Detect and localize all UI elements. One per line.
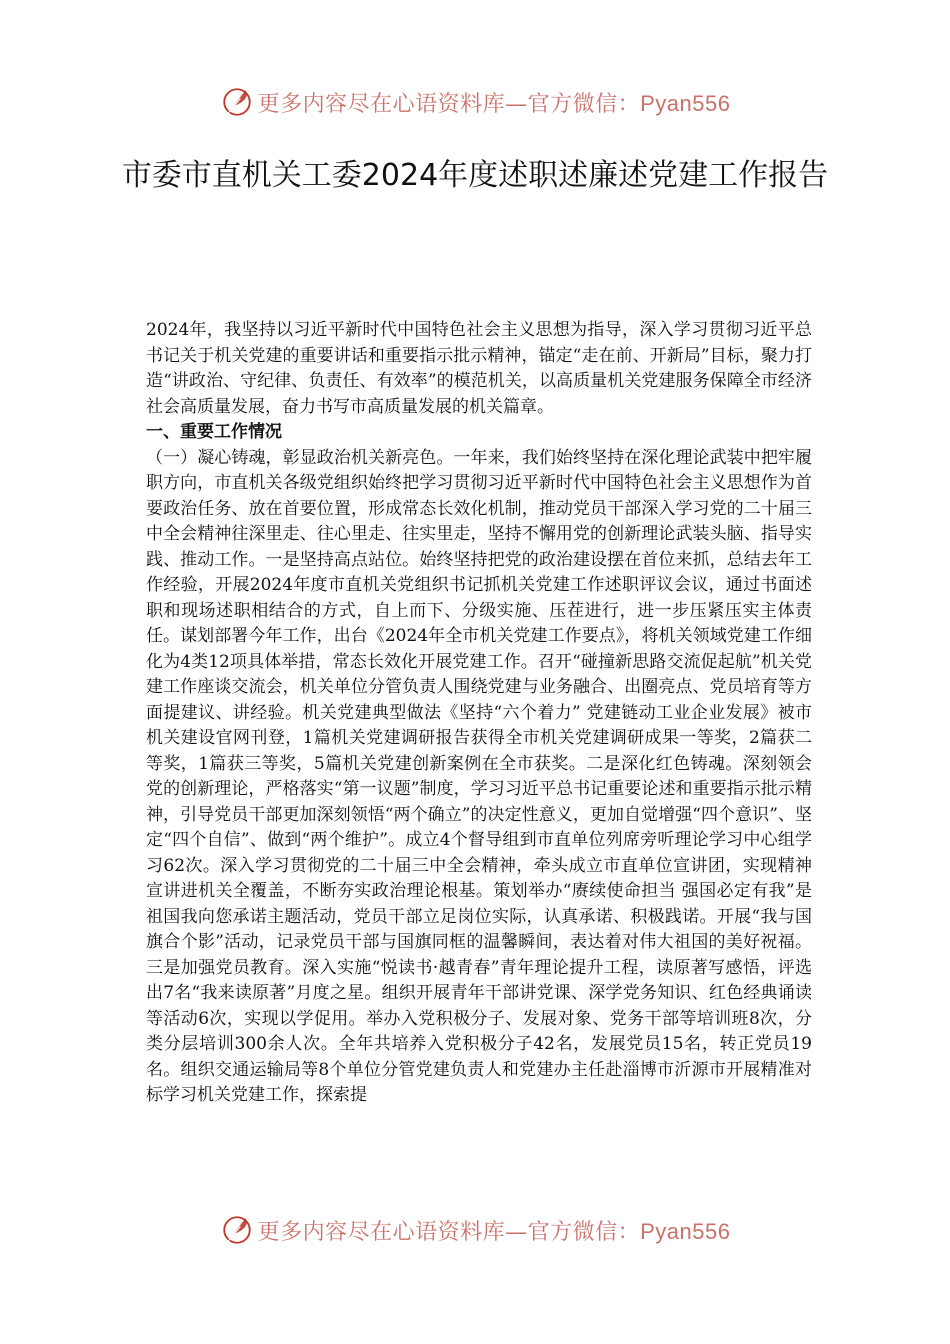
intro-paragraph: 2024年，我坚持以习近平新时代中国特色社会主义思想为指导，深入学习贯彻习近平总书记关于机关党建的重要讲话和重要指示批示精神，锚定“走在前、开新局”目标，聚力打造“讲政治、守纪律、负责任、有效率”的模范机关，以高质量机关党建服务保障全市经济社会高质量发展，奋力书写市高质量发展的机关篇章。: [146, 320, 812, 417]
footer-banner: [0, 1208, 950, 1252]
body-paragraph: （一）凝心铸魂，彰显政治机关新亮色。一年来，我们始终坚持在深化理论武装中把牢履职方向，市直机关各级党组织始终把学习贯彻习近平新时代中国特色社会主义思想作为首要政治任务、放在首要位置，形成常态长效化机制，推动党员干部深入学习党的二十届三中全会精神往深里走、往心里走、往实里走，坚持不懈用党的创新理论武装头脑、指导实践、推动工作。一是坚持高点站位。始终坚持把党的政治建设摆在首位来抓，总结去年工作经验，开展2024年度市直机关党组织书记抓机关党建工作述职评议会议，通过书面述职和现场述职相结合的方式，自上而下、分级实施、压茬进行，进一步压紧压实主体责任。谋划部署今年工作，出台《2024年全市机关党建工作要点》，将机关领域党建工作细化为4类12项具体举措，常态长效化开展党建工作。召开“碰撞新思路交流促起航”机关党建工作座谈交流会，机关单位分管负责人围绕党建与业务融合、出圈亮点、党员培育等方面提建议、讲经验。机关党建典型做法《坚持“六个着力” 党建链动工业企业发展》被市机关建设官网刊登，1篇机关党建调研报告获得全市机关党建调研成果一等奖，2篇获二等奖，1篇获三等奖，5篇机关党建创新案例在全市获奖。二是深化红色铸魂。深刻领会党的创新理论，严格落实“第一议题”制度，学习习近平总书记重要论述和重要指示批示精神，引导党员干部更加深刻领悟“两个确立”的决定性意义，更加自觉增强“四个意识”、坚定“四个自信”、做到“两个维护”。成立4个督导组到市直单位列席旁听理论学习中心组学习62次。深入学习贯彻党的二十届三中全会精神，牵头成立市直单位宣讲团，实现精神宣讲进机关全覆盖，不断夯实政治理论根基。策划举办“赓续使命担当 强国必定有我”是祖国我向您承诺主题活动，党员干部立足岗位实际，认真承诺、积极践诺。开展“我与国旗合个影”活动，记录党员干部与国旗同框的温馨瞬间，表达着对伟大祖国的美好祝福。三是加强党员教育。深入实施“悦读书·越青春”青年理论提升工程，读原著写感悟，评选出7名“我来读原著”月度之星。组织开展青年干部讲党课、深学党务知识、红色经典诵读等活动6次，实现以学促用。举办入党积极分子、发展对象、党务干部等培训班8次，分类分层培训300余人次。全年共培养入党积极分子42名，发展党员15名，转正党员19名。组织交通运输局等8个单位分管党建负责人和党建办主任赴淄博市沂源市开展精准对标学习机关党建工作，探索提: [146, 447, 812, 1105]
feather-pen-logo-icon: [220, 85, 254, 119]
section-heading: 一、重要工作情况: [146, 422, 282, 442]
banner-text: 更多内容尽在心语资料库—官方微信：Pyan556: [257, 1218, 731, 1245]
wechat-id: Pyan556: [640, 90, 731, 116]
wechat-id: Pyan556: [640, 1218, 731, 1244]
document-title: 市委市直机关工委2024年度述职述廉述党建工作报告: [121, 158, 829, 193]
feather-pen-logo-icon: [220, 1213, 254, 1247]
banner-text: 更多内容尽在心语资料库—官方微信：Pyan556: [257, 90, 731, 117]
document-body: [146, 318, 812, 1109]
header-banner: [0, 80, 950, 124]
